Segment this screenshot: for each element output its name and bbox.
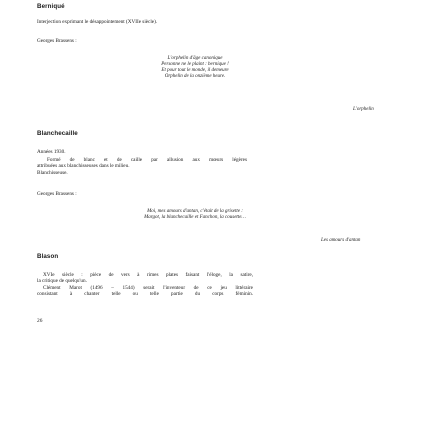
- definition-bernique: Interjection exprimant le désappointement (XVIIe siècle).: [37, 19, 158, 25]
- definition-line: XVIe siècle : pièce de vers à rimes plates faisant l'éloge, la satire,: [43, 272, 253, 278]
- author-bernique: Georges Brassens :: [37, 38, 77, 44]
- definition-line: la critique de quelqu'un.: [37, 278, 87, 285]
- author-blanchecaille: Georges Brassens :: [37, 191, 77, 197]
- source-bernique: L'orphelin: [353, 107, 374, 112]
- headword-blason: Blason: [37, 253, 59, 260]
- poem-line: Orphelin de la onzième heure.: [164, 74, 226, 80]
- page-number: 26: [37, 318, 43, 324]
- headword-bernique: Berniqué: [37, 3, 65, 10]
- definition-line: Formé de blanc et de caille par allusion aux mœurs légères: [47, 157, 247, 163]
- definition-line: attribuées aux blanchisseuses dans le milieu.: [37, 163, 130, 170]
- poem-bernique: [120, 56, 270, 80]
- definition-line: consistant à chanter telle ou telle partie du corps féminin.: [37, 291, 253, 298]
- definition-blanchecaille: [37, 157, 247, 176]
- definition-line: Clément Marot (1496 – 1544) serait l'inventeur de ce jeu littéraire: [43, 284, 253, 291]
- date-blanchecaille: Années 1930.: [37, 149, 66, 155]
- definition-line: Blanchisseuse.: [37, 169, 68, 176]
- poem-line: Margot, la blanchecaille et Fanchon, la cousette…: [144, 215, 246, 221]
- source-blanchecaille: Les amours d'antan: [321, 238, 361, 243]
- headword-blanchecaille: Blanchecaille: [37, 130, 78, 137]
- poem-line: Moi, mes amours d'antan, c'était de la grisette :: [147, 209, 243, 214]
- poem-line: L'orphelin d'âge canonique: [167, 56, 223, 61]
- poem-line: Personne ne le plaint : bernique !: [161, 62, 229, 68]
- poem-blanchecaille: [95, 209, 295, 221]
- poem-line: Et pour tout le monde, il demeure: [161, 68, 229, 74]
- definition-blason: [37, 272, 253, 298]
